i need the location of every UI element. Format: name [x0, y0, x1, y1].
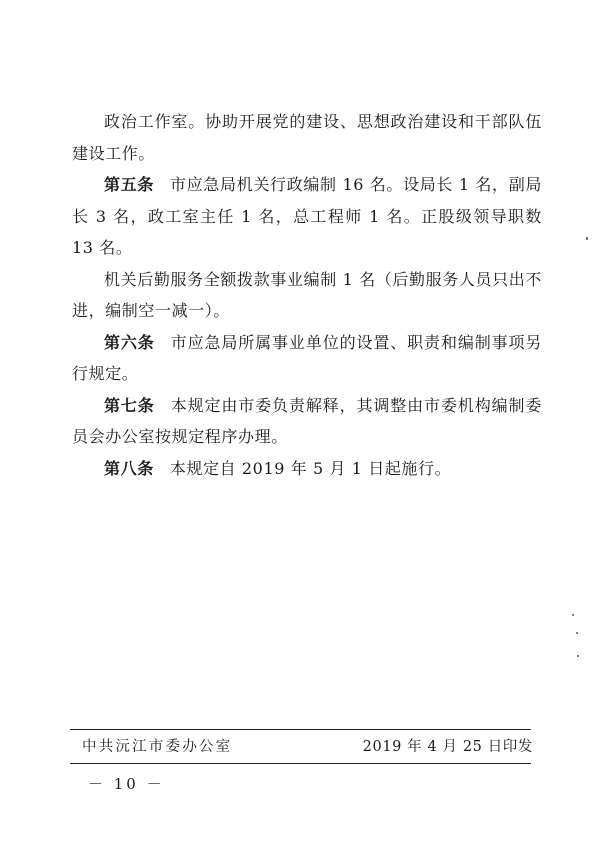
article-text: 市应急局所属事业单位的设置、职责和编制事项另行规定。: [72, 332, 542, 383]
article-5: [72, 169, 542, 264]
issuer-name: 中共沅江市委办公室: [82, 739, 233, 755]
page-number: － 10 －: [88, 775, 165, 793]
footer-top-rule: [70, 729, 531, 730]
scan-speck: [577, 655, 579, 657]
article-label: 第七条: [104, 395, 155, 415]
footer-bottom-rule: [70, 763, 531, 764]
article-label: 第八条: [104, 458, 154, 478]
article-6: [72, 327, 542, 390]
issue-date: 2019 年 4 月 25 日印发: [362, 739, 533, 755]
scan-speck: [572, 614, 574, 616]
article-text: 市应急局机关行政编制 16 名。设局长 1 名，副局长 3 名，政工室主任 1 名，总工程师 1 名。正股级领导职数 13 名。: [72, 175, 542, 257]
article-text: 本规定自 2019 年 5 月 1 日起施行。: [169, 458, 452, 478]
paragraph-continuation: [72, 106, 542, 169]
article-text: 本规定由市委负责解释，其调整由市委机构编制委员会办公室按规定程序办理。: [72, 395, 542, 446]
paragraph-text: 政治工作室。协助开展党的建设、思想政治建设和干部队伍建设工作。: [72, 112, 542, 163]
article-8: [72, 453, 542, 485]
document-body: [72, 106, 542, 484]
scan-speck: [576, 632, 578, 634]
article-label: 第六条: [104, 332, 155, 352]
article-label: 第五条: [104, 175, 155, 194]
article-7: [72, 390, 542, 453]
logistics-paragraph: [72, 264, 542, 327]
scan-speck: [586, 237, 588, 240]
paragraph-text: 机关后勤服务全额拨款事业编制 1 名（后勤服务人员只出不进，编制空一减一）。: [72, 269, 542, 320]
